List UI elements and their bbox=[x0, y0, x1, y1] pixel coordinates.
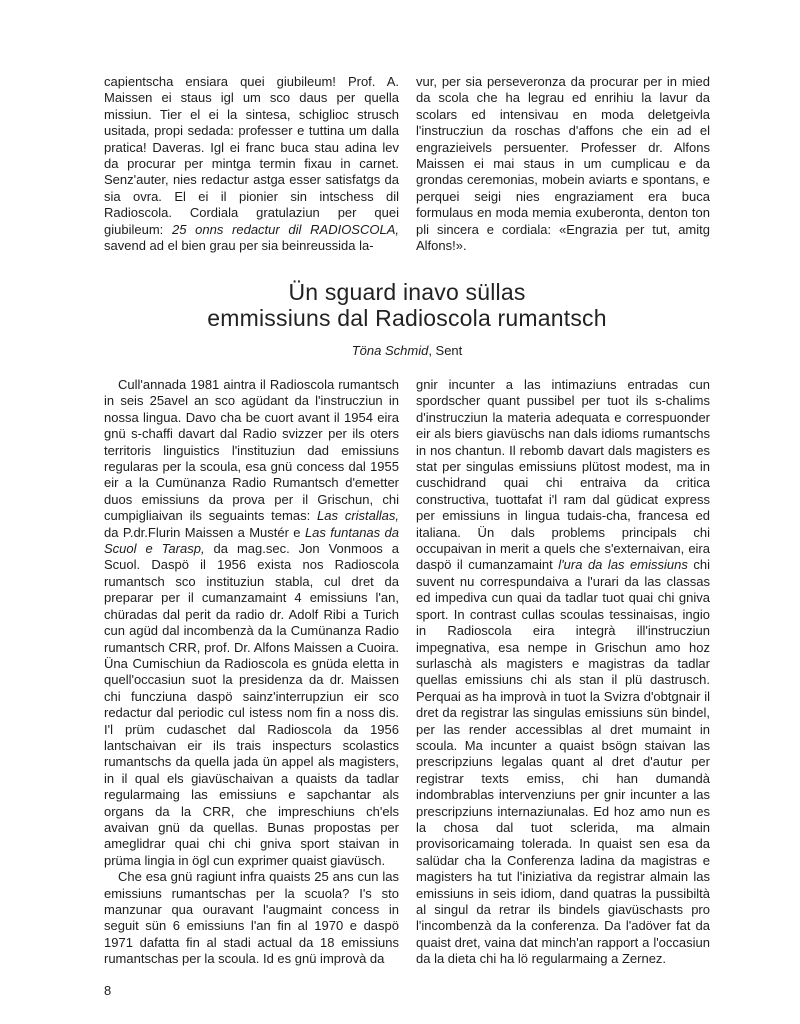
paragraph-text: chi suvent nu correspundaiva a l'urari da las classas ed impediva cun quai da tadlar tuot quai chi gniva sport. In contrast cullas scoulas tessinaisas, ingio in Radioscola eira integrà ill'instrucziun impegnativa, esa nempe in Grischun amo hoz surlaschà als magisters e magistras da tadlar quellas emissiuns chi als stan il plü dastrusch. Perquai as ha improvà in tuot la Svizra d'obtgnair il dret da registrar las singulas emissiuns sün bindel, per las render accessiblas al dret mumaint in scoula. Ma incunter a quaist bsögn staivan las prescripziuns legalas quant al dret d'autur per registrar texts emiss, chi han dumandà indombrablas intervenziuns per gnir incunter a las prescripziuns internaziunalas. Ed hoz amo nun es la chosa dal tuot sclerida, ma almain provisoricamaing tolerada. In quaist sen esa da salüdar cha la Conferenza ladina da magistras e magisters ha tut l'iniziativa da registrar almain las emissiuns in seis idiom, dand quatras la pussibiltà al singul da retrar ils bindels giavüschasts pro l'incombenzà da la conferenza. Da l'adöver fat da quaist dret, vaina dat minch'an rapport a l'occasiun da la dieta chi ha lö regularmaing a Zernez. bbox=[416, 557, 710, 967]
article-byline bbox=[104, 343, 710, 359]
continuation-column-left bbox=[104, 74, 399, 254]
title-line-2: emmissiuns dal Radioscola rumantsch bbox=[207, 305, 607, 331]
italic-text: 25 onns redactur dil RADIOSCOLA, bbox=[171, 221, 399, 237]
title-line-1: Ün sguard inavo süllas bbox=[288, 279, 526, 305]
italic-text: Las funtanas da Scuol e Tarasp, bbox=[104, 524, 399, 557]
paragraph-text: gnir incunter a las intimaziuns entradas cun spordscher quant pussibel per tuot ils s-chalims d'instrucziun la materia adequata e correspuonder eir als biers giavüschs nan dals idioms rumantschs in nos chantun. Il rebomb davart dals magisters es stat per singulas emissiuns plütost modest, ma in cuschidrand quai chi entraiva da critica constructiva, tuottafat i'l ram dal güdicat express per emissiuns in lingua tudais-cha, francesa ed italiana. Ün dals problems principals chi occupaivan in merit a quels che s'externaivan, eira daspö il cumanzamaint bbox=[416, 377, 710, 573]
italic-text: Las cristallas, bbox=[317, 508, 399, 524]
paragraph-text: savend ad el bien grau per sia beinreussida la- bbox=[104, 238, 374, 254]
paragraph-text: capientscha ensiara quei giubileum! Prof. A. Maissen ei staus igl um sco daus per quella missiun. Tier el ei la sintesa, schiglioc strusch usitada, propi sedada: professer e tuttina um dalla pratica! Daveras. Igl ei franc buca stau adina lev da procurar per mintga termin fixau in carnet. Senz'auter, nies redactur astga esser satisfatgs da sia ovra. El ei il pionier sin intschess dil Radioscola. Cordiala gratulaziun per quei giubileum: bbox=[104, 74, 399, 237]
article-column-right bbox=[416, 377, 710, 968]
author-place: , Sent bbox=[428, 343, 463, 358]
italic-text: l'ura da las emissiuns bbox=[558, 557, 688, 573]
article-paragraph bbox=[104, 377, 399, 869]
article-title bbox=[104, 279, 710, 331]
page-number: 8 bbox=[104, 983, 112, 998]
author-name: Töna Schmid bbox=[351, 343, 429, 358]
paragraph-text: Cull'annada 1981 aintra il Radioscola rumantsch in seis 25avel an sco agüdant da l'instrucziun in nossa lingua. Davo cha be cuort avant il 1954 eira gnü s-chaffi davart dal Radio svizzer per ils oters territoris linguistics l'instituziun dad emissiuns regularas per la scoula, esa gnü concess dal 1955 eir a la Cumünanza Radio Rumantsch d'emetter duos emissiuns da prova per il Grischun, chi cumpigliaivan ils seguaints temas: bbox=[104, 377, 399, 524]
continuation-paragraph bbox=[104, 74, 399, 254]
paragraph-text: da mag.sec. Jon Vonmoos a Scuol. Daspö il 1956 exista nos Radioscola rumantsch sco instituziun stabla, cul dret da preparar per il cumanzamaint 4 emissiuns l'an, chüradas dal perit da radio dr. Adolf Ribi a Turich cun agüd dal incombenzà da la Cumünanza Radio rumantsch CRR, prof. Dr. Alfons Maissen a Cuoira. Üna Cumischiun da Radioscola es gnüda eletta in quell'occasiun suot la presidenza da dr. Maissen chi funcziuna daspö sainz'interrupziun eir sco redactur dal periodic cul istess nom fin a noss dis. I'l prüm cudaschet dal Radioscola da 1956 lantschaivan eir ils trais inspecturs scolastics rumantschs da quella jada ün appel als magisters, in il qual els giavüschaivan a quaists da tadlar regularmaing las emissiuns e sapchantar als organs da la CRR, che impreschiuns ch'els avaivan gnü da quellas. Bunas propostas per ameglidrar quai chi chi gniva sport staivan in prüma lingia in ögl cun exprimer quaist giavüsch. bbox=[104, 541, 399, 868]
continuation-paragraph: vur, per sia perseveronza da procurar per in mied da scola che ha legrau ed enrihiu la lavur da scolars ed intensivau en moda deletgeivla l'instrucziun da roschas d'affons che ein ad el engrazieivels persuenter. Professer dr. Alfons Maissen ei mai staus in um cumplicau e da grondas ceremonias, mobein aviarts e spontans, e perquei seigi nies engraziament era buca formulaus en moda memia exuberonta, denton ton pli sincera e cordiala: «Engrazia per tut, amitg Alfons!». bbox=[416, 74, 710, 254]
article-paragraph bbox=[416, 377, 710, 968]
article-paragraph: Che esa gnü ragiunt infra quaists 25 ans cun las emissiuns rumantschas per la scuola? I's sto manzunar qua ouravant l'augmaint concess in seguit sün 6 emissiuns l'an fin al 1970 e daspö 1971 dafatta fin al stadi actual da 18 emissiuns rumantschas per la scoula. Id es gnü improvà da bbox=[104, 869, 399, 967]
paragraph-text: da P.dr.Flurin Maissen a Mustér e bbox=[104, 524, 305, 540]
continuation-column-right bbox=[416, 74, 710, 254]
article-column-left bbox=[104, 377, 399, 968]
